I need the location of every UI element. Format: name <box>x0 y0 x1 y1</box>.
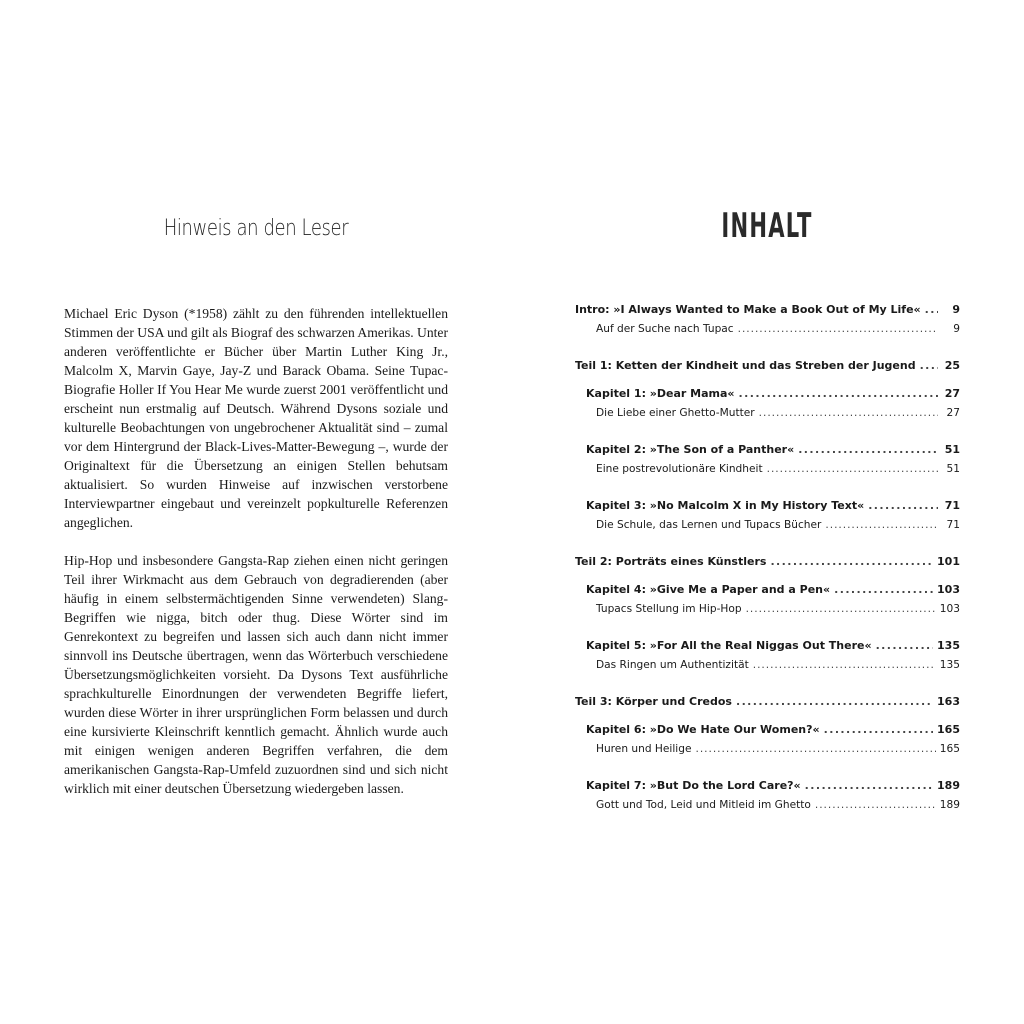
toc-entry[interactable]: Kapitel 4: »Give Me a Paper and a Pen« . . . 103 <box>575 583 960 603</box>
toc-entry[interactable]: Intro: »I Always Wanted to Make a Book Out of My Life« . . . 9 <box>575 303 960 323</box>
paragraph: Hip-Hop und insbesondere Gangsta-Rap ziehen einen nicht geringen Teil ihrer Wirkmacht aus dem Gebrauch von degradierenden (aber häufig in einem selbstermächtigenden Sinne verwendeten) Slang-Begriffen wie nigga, bitch oder thug. Diese Wörter sind im Genrekontext zu begreifen und lassen sich auch dann nicht immer sinnvoll ins Deutsche übertragen, wenn das Wörterbuch verschiedene Übersetzungsmöglichkeiten vorsieht. Da Dysons Text ausführliche sprachkulturelle Einordnungen der verwendeten Begriffe liefert, wurden diese Wörter in ihrer ursprünglichen Form belassen und durch eine kursivierte Kleinschrift kenntlich gemacht. Ähnlich wurde auch mit einigen wenigen anderen Begriffen verfahren, die dem amerikanischen Gangsta-Rap-Umfeld zuzuordnen sind und sich nicht wirklich mit einer deutschen Übersetzung wiedergeben lassen. <box>64 553 448 796</box>
toc-entry[interactable]: Teil 3: Körper und Credos . . . 163 <box>575 695 960 715</box>
toc-entry[interactable]: Das Ringen um Authentizität . . . 135 <box>575 659 960 679</box>
toc-entry[interactable]: Kapitel 2: »The Son of a Panther« . . . 51 <box>575 443 960 463</box>
toc-entry[interactable]: Die Liebe einer Ghetto-Mutter . . . 27 <box>575 407 960 427</box>
table-of-contents <box>575 303 960 819</box>
toc-entry[interactable]: Kapitel 5: »For All the Real Niggas Out There« . . . 135 <box>575 639 960 659</box>
toc-entry[interactable]: Auf der Suche nach Tupac . . . 9 <box>575 323 960 343</box>
toc-entry[interactable]: Tupacs Stellung im Hip-Hop . . . 103 <box>575 603 960 623</box>
toc-entry[interactable]: Teil 2: Porträts eines Künstlers . . . 101 <box>575 555 960 575</box>
toc-entry[interactable]: Huren und Heilige . . . 165 <box>575 743 960 763</box>
paragraph: Michael Eric Dyson (*1958) zählt zu den führenden intellektuellen Stimmen der USA und gilt als Biograf des schwarzen Amerikas. Unter anderen veröffentlichte er Bücher über Martin Luther King Jr., Malcolm X, Marvin Gaye, Jay-Z und Barack Obama. Seine Tupac-Biografie Holler If You Hear Me wurde zuerst 2001 veröffentlicht und erscheint nun erstmalig auf Deutsch. Während Dysons soziale und kulturelle Beobachtungen von ungebrochener Aktualität sind – zumal vor dem Hintergrund der Black-Lives-Matter-Bewegung –, wurde der Originaltext für die Übersetzung an einigen Stellen behutsam aktualisiert. So wurden Hinweise auf inzwischen verstorbene Interviewpartner eingebaut und vereinzelt popkulturelle Referenzen angeglichen. <box>64 306 448 530</box>
toc-entry[interactable]: Gott und Tod, Leid und Mitleid im Ghetto . . . 189 <box>575 799 960 819</box>
toc-entry[interactable]: Kapitel 3: »No Malcolm X in My History Text« . . . 71 <box>575 499 960 519</box>
toc-entry[interactable]: Teil 1: Ketten der Kindheit und das Streben der Jugend . . . 25 <box>575 359 960 379</box>
toc-entry[interactable]: Die Schule, das Lernen und Tupacs Bücher . . . 71 <box>575 519 960 539</box>
left-page-body <box>64 304 448 798</box>
toc-entry[interactable]: Kapitel 7: »But Do the Lord Care?« . . . 189 <box>575 779 960 799</box>
toc-entry[interactable]: Kapitel 1: »Dear Mama« . . . 27 <box>575 387 960 407</box>
left-page-title: Hinweis an den Leser <box>163 216 349 241</box>
toc-entry[interactable]: Eine postrevolutionäre Kindheit . . . 51 <box>575 463 960 483</box>
toc-entry[interactable]: Kapitel 6: »Do We Hate Our Women?« . . . 165 <box>575 723 960 743</box>
toc-title-text: INHALT <box>721 206 813 246</box>
